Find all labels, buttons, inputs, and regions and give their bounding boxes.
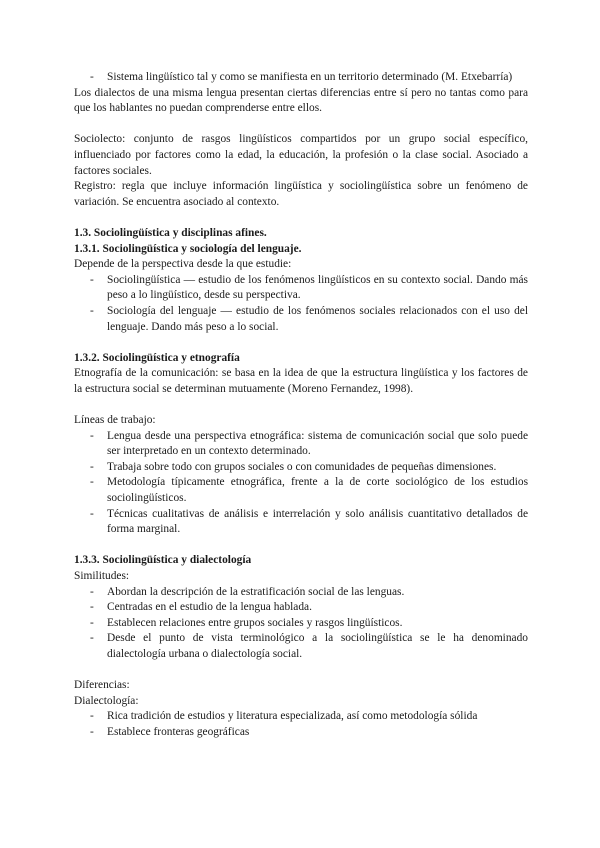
heading-1-3-2: 1.3.2. Sociolingüística y etnografía: [74, 351, 240, 364]
list-item: [74, 429, 528, 460]
paragraph-similitudes: Similitudes:: [74, 570, 130, 582]
paragraph-depende: Depende de la perspectiva desde la que estudie:: [74, 258, 292, 271]
list-item-text: Centradas en el estudio de la lengua hablada.: [107, 601, 312, 614]
bullet-dash: -: [90, 616, 94, 629]
list-item: [74, 304, 528, 335]
list-item-text: Sistema lingüístico tal y como se manifiesta en un territorio determinado (M. Etxebarría): [107, 71, 513, 83]
list-item-text: Abordan la descripción de la estratificación social de las lenguas.: [107, 585, 405, 598]
list-item-text: Rica tradición de estudios y literatura especializada, así como metodología sólida: [107, 710, 478, 723]
bullet-dash: -: [90, 71, 94, 83]
paragraph-sociolecto: Sociolecto: conjunto de rasgos lingüísticos compartidos por un grupo social específico, influenciado por factores como la edad, la educación, la profesión o la clase social. Asociado a factores sociales.: [74, 133, 528, 177]
list-item-text: Sociolingüística — estudio de los fenómenos lingüísticos en su contexto social. Dando más peso a lo lingüístico, desde su perspectiva.: [107, 273, 528, 302]
list-item-text: Trabaja sobre todo con grupos sociales o con comunidades de pequeñas dimensiones.: [107, 460, 497, 473]
heading-1-3-1: 1.3.1. Sociolingüística y sociología del lenguaje.: [74, 242, 302, 255]
bullet-dash: -: [90, 476, 94, 489]
bullet-dash: -: [90, 585, 94, 598]
top-list: [74, 70, 528, 86]
list-item: [74, 616, 528, 632]
document-body: [74, 70, 528, 741]
paragraph-etnografia: Etnografía de la comunicación: se basa en la idea de que la estructura lingüística y los factores de la estructura social se determinan mutuamente (Moreno Fernandez, 1998).: [74, 367, 528, 395]
list-item: [74, 70, 528, 86]
list-item: [74, 460, 528, 476]
list-item: [74, 475, 528, 506]
bullet-dash: -: [90, 710, 94, 723]
paragraph-lineas: Líneas de trabajo:: [74, 414, 156, 427]
list-item-text: Lengua desde una perspectiva etnográfica: sistema de comunicación social que solo puede ser interpretado en un contexto determinado.: [107, 429, 528, 458]
list-item: [74, 631, 528, 662]
list-item: [74, 725, 528, 741]
list-dialectologia: [74, 709, 528, 740]
bullet-dash: -: [90, 632, 94, 645]
list-similitudes: [74, 585, 528, 663]
bullet-dash: -: [90, 601, 94, 614]
list-item: [74, 585, 528, 601]
list-item-text: Desde el punto de vista terminológico a la sociolingüística se le ha denominado dialectología urbana o dialectología social.: [107, 632, 528, 660]
list-1-3-1: [74, 273, 528, 335]
list-item: [74, 273, 528, 304]
bullet-dash: -: [90, 429, 94, 442]
list-item-text: Establece fronteras geográficas: [107, 725, 250, 738]
list-item-text: Metodología típicamente etnográfica, frente a la de corte sociológico de los estudios sociolingüísticos.: [107, 476, 528, 505]
list-item: [74, 600, 528, 616]
paragraph-diferencias: Diferencias:: [74, 679, 130, 692]
bullet-dash: -: [90, 304, 94, 317]
paragraph-dialectologia: Dialectología:: [74, 694, 139, 707]
list-item-text: Sociología del lenguaje — estudio de los fenómenos sociales relacionados con el uso del lenguaje. Dando más peso a lo social.: [107, 304, 528, 333]
bullet-dash: -: [90, 460, 94, 473]
bullet-dash: -: [90, 725, 94, 738]
heading-1-3: 1.3. Sociolingüística y disciplinas afines.: [74, 226, 267, 239]
list-item-text: Establecen relaciones entre grupos sociales y rasgos lingüísticos.: [107, 616, 403, 629]
bullet-dash: -: [90, 273, 94, 286]
paragraph-registro: Registro: regla que incluye información lingüística y sociolingüística sobre un fenómeno de variación. Se encuentra asociado al contexto.: [74, 180, 528, 208]
list-item-text: Técnicas cualitativas de análisis e interrelación y solo análisis cuantitativo detallados de forma marginal.: [107, 507, 528, 536]
bullet-dash: -: [90, 507, 94, 520]
list-item: [74, 507, 528, 538]
list-lineas: [74, 429, 528, 538]
list-item: [74, 709, 528, 725]
heading-1-3-3: 1.3.3. Sociolingüística y dialectología: [74, 554, 252, 567]
paragraph-dialectos: Los dialectos de una misma lengua presentan ciertas diferencias entre sí pero no tantas como para que los hablantes no puedan comprenderse entre ellos.: [74, 86, 528, 115]
